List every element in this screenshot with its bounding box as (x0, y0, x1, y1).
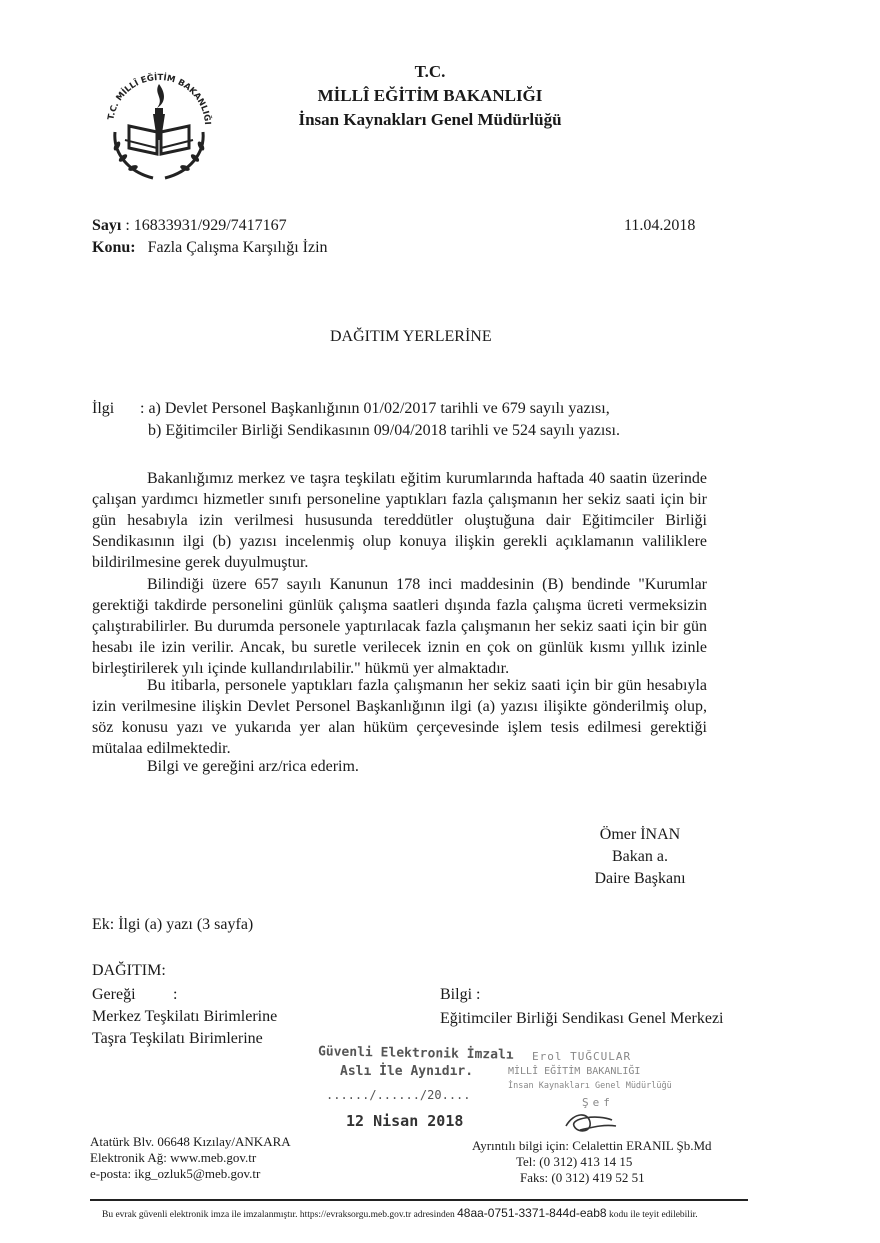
footer-divider (90, 1199, 748, 1201)
paragraph-2: Bilindiği üzere 657 sayılı Kanunun 178 inci maddesinin (B) bendinde "Kurumlar gerektiği takdirde personelini günlük çalışma saatleri dışında fazla çalışma ücreti vermeksizin çalıştırabilirler. Bu durumda personele yaptırılacak fazla çalışmanın her sekiz saati için bir gün hesabı ile izin verilir. Ancak, bu suretle verilecek iznin en çok on günlük kısmı yıllık izinle birleştirilerek yılı içinde kullandırılabilir." hükmü yer almaktadır. (92, 576, 707, 677)
ilgi-b: b) Eğitimciler Birliği Sendikasının 09/04/2018 tarihli ve 524 sayılı yazısı. (148, 422, 620, 439)
officer-stamp-unit: İnsan Kaynakları Genel Müdürlüğü (508, 1081, 672, 1091)
meb-emblem-icon (95, 62, 223, 186)
attachment-note: Ek: İlgi (a) yazı (3 sayfa) (92, 916, 254, 933)
handwritten-signature (560, 1108, 620, 1138)
distribution-title: DAĞITIM: (92, 962, 166, 979)
header-tc: T.C. (414, 62, 446, 81)
geregi-colon: : (173, 986, 178, 1003)
footer-email: e-posta: ikg_ozluk5@meb.gov.tr (90, 1166, 261, 1181)
paragraph-1: Bakanlığımız merkez ve taşra teşkilatı eğitim kurumlarında haftada 40 saatin üzerinde çalışan yardımcı hizmetler sınıfı personeline yaptıkları fazla çalışmanın her sekiz saati için bir gün hesabıyla izin verilmesi hususunda tereddütler oluştuğuna dair Eğitimciler Birliği Sendikasının ilgi (b) yazısı incelenmiş olup konuya ilişkin gerekli açıklamanın valiliklere bildirilmesine gerek duyulmuştur. (92, 470, 707, 571)
sayi-row (92, 217, 287, 235)
konu-value: Fazla Çalışma Karşılığı İzin (147, 239, 328, 256)
stamp-date: 12 Nisan 2018 (346, 1112, 464, 1130)
stamp-line-1: Güvenli Elektronik İmzalı (317, 1044, 514, 1063)
bilgi-item: Eğitimciler Birliği Sendikası Genel Merkezi (440, 1010, 724, 1027)
footer-contact-person: Ayrıntılı bilgi için: Celalettin ERANIL Şb.Md (472, 1138, 712, 1153)
paragraph-3: Bu itibarla, personele yaptıkları fazla çalışmanın her sekiz saati için bir gün hesabıyla izin verilmesine ilişkin Devlet Personel Başkanlığının ilgi (a) yazısı ilişikte gönderilmiş olup, söz konusu yazı ve yukarıda yer alan hüküm çerçevesinde işlem tesis edilmesi gerektiği mütalaa edilmektedir. (92, 677, 707, 757)
signer-role-1: Bakan a. (612, 848, 668, 865)
konu-label: Konu: (92, 239, 136, 256)
geregi-item: Merkez Teşkilatı Birimlerine (92, 1008, 278, 1025)
document-date: 11.04.2018 (624, 217, 696, 234)
footer-address: Atatürk Blv. 06648 Kızılay/ANKARA (90, 1134, 291, 1149)
ilgi-label: İlgi (92, 400, 115, 417)
logo-lettering: T.C. MİLLÎ EĞİTİM BAKANLIĞI (106, 72, 213, 126)
verification-code: 48aa-0751-3371-844d-eab8 (457, 1206, 607, 1220)
officer-stamp-name: Erol TUĞCULAR (532, 1050, 632, 1063)
footer-fax: Faks: (0 312) 419 52 51 (520, 1170, 645, 1185)
bilgi-label: Bilgi : (440, 986, 481, 1003)
signer-name: Ömer İNAN (599, 826, 681, 843)
ilgi-a: : a) Devlet Personel Başkanlığının 01/02/2017 tarihli ve 679 sayılı yazısı, (140, 400, 610, 417)
stamp-line-2: Aslı İle Aynıdır. (340, 1064, 474, 1079)
verification-suffix: kodu ile teyit edilebilir. (608, 1210, 698, 1220)
sayi-value: : 16833931/929/7417167 (125, 217, 287, 234)
sayi-label: Sayı (92, 217, 122, 234)
header-directorate: İnsan Kaynakları Genel Müdürlüğü (298, 110, 562, 129)
paragraph-4: Bilgi ve gereğini arz/rica ederim. (147, 758, 359, 775)
verification-line (102, 1206, 698, 1220)
officer-stamp-title: Şef (582, 1096, 614, 1109)
footer-website: Elektronik Ağ: www.meb.gov.tr (90, 1150, 257, 1165)
stamp-line-3: ....../....../20.... (326, 1088, 471, 1102)
officer-stamp-ministry: MİLLÎ EĞİTİM BAKANLIĞI (508, 1066, 641, 1077)
geregi-label: Gereği (92, 986, 136, 1003)
addressee: DAĞITIM YERLERİNE (330, 328, 492, 345)
verification-prefix: Bu evrak güvenli elektronik imza ile imzalanmıştır. https://evraksorgu.meb.gov.tr adresinden (102, 1210, 455, 1220)
footer-phone: Tel: (0 312) 413 14 15 (516, 1154, 633, 1169)
header-ministry: MİLLÎ EĞİTİM BAKANLIĞI (317, 86, 543, 105)
meb-logo (95, 62, 223, 186)
geregi-item: Taşra Teşkilatı Birimlerine (92, 1030, 263, 1047)
signer-role-2: Daire Başkanı (594, 870, 686, 887)
konu-row (92, 239, 328, 257)
